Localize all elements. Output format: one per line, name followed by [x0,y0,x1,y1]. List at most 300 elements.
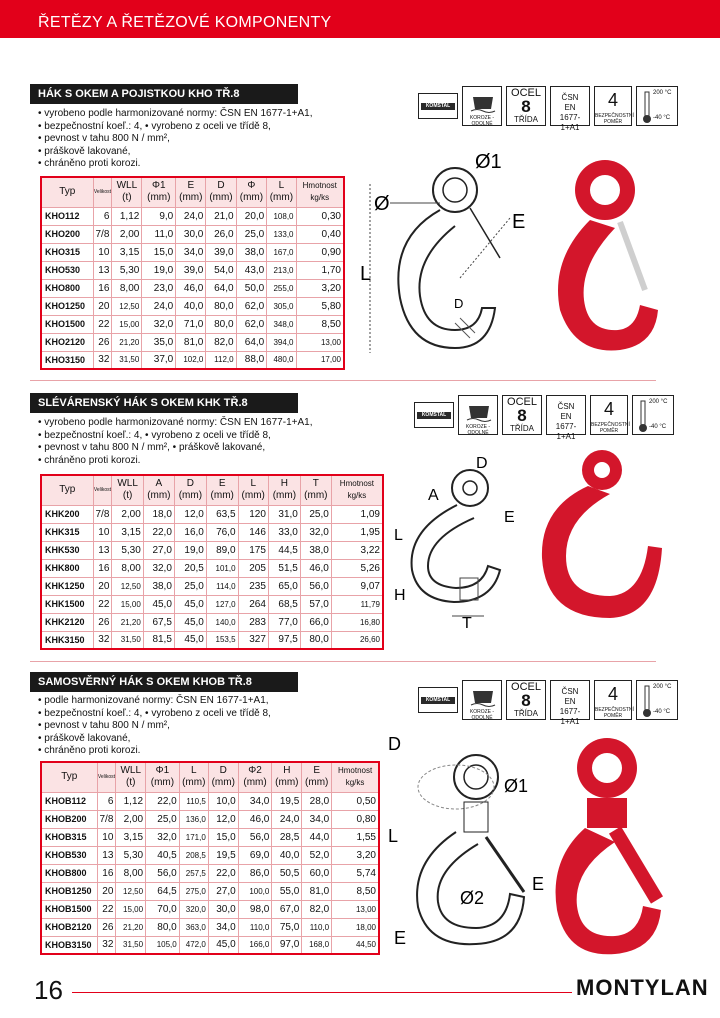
table-cell: 51,5 [268,559,300,577]
column-header: Velikost [93,177,112,207]
table-cell: 62,0 [236,297,267,315]
table-cell: 43,0 [236,261,267,279]
table-cell: 108,0 [267,207,296,225]
table-cell: 12,50 [116,882,146,900]
photo-khk-hook [530,448,670,628]
table-cell: 62,0 [236,315,267,333]
spec-table-kho [40,176,345,370]
table-cell: 82,0 [302,900,332,918]
table-cell: 110,0 [238,918,272,936]
table-cell: 45,0 [174,613,206,631]
table-cell: 70,0 [146,900,180,918]
table-row [41,613,383,631]
table-cell: 1,70 [296,261,344,279]
table-cell: 67,0 [272,900,302,918]
table-cell: 21,0 [206,207,236,225]
table-cell: 64,0 [236,333,267,351]
table-cell: 40,0 [272,846,302,864]
table-cell: KHOB3150 [41,936,97,954]
bullet: • práškově lakované, [38,145,131,157]
table-cell: 68,5 [268,595,300,613]
table-cell: 46,0 [238,810,272,828]
table-cell: 80,0 [206,315,236,333]
table-cell: KHK3150 [41,631,93,649]
table-cell: 32 [97,936,116,954]
table-row [41,936,379,954]
table-cell: 38,0 [236,243,267,261]
diagram-kho [360,148,530,358]
column-header: Φ2 (mm) [238,762,272,792]
table-cell: 16,80 [331,613,383,631]
table-cell: 56,0 [300,577,331,595]
table-cell: 5,30 [112,541,143,559]
table-cell: 171,0 [179,828,208,846]
table-cell: 167,0 [267,243,296,261]
bullets-kho [38,108,358,171]
table-cell: 19,0 [142,261,176,279]
column-header: Typ [41,762,97,792]
table-cell: 21,20 [116,918,146,936]
table-cell: 81,5 [143,631,174,649]
table-cell: KHO315 [41,243,93,261]
table-cell: 45,0 [174,595,206,613]
spec-table-khk [40,474,384,650]
table-cell: 12,0 [174,505,206,523]
table-cell: 7/8 [97,810,116,828]
table-cell: 13,00 [296,333,344,351]
table-row [41,505,383,523]
table-row [41,559,383,577]
table-cell: 18,0 [143,505,174,523]
column-header: Velikost [97,762,116,792]
table-cell: 24,0 [142,297,176,315]
table-cell: 168,0 [302,936,332,954]
table-cell: 3,15 [116,828,146,846]
table-cell: 24,0 [176,207,206,225]
table-cell: 34,0 [208,918,238,936]
column-header: E (mm) [176,177,206,207]
table-cell: KHK1250 [41,577,93,595]
table-cell: KHO2120 [41,333,93,351]
table-cell: 7/8 [93,225,112,243]
column-header: Typ [41,177,93,207]
table-cell: 67,5 [143,613,174,631]
table-cell: 80,0 [146,918,180,936]
table-row [41,882,379,900]
table-cell: 80,0 [300,631,331,649]
dim-label: Ø [374,193,390,215]
table-cell: 320,0 [179,900,208,918]
table-cell: 31,0 [268,505,300,523]
table-cell: 81,0 [176,333,206,351]
corrosion-icon: KOROZE - ODOLNÉ [462,86,502,126]
column-header: Hmotnost kg/ks [296,177,344,207]
table-row [41,792,379,810]
table-cell: 32,0 [146,828,180,846]
table-cell: 5,26 [331,559,383,577]
cert-strip-khk [414,395,676,441]
temperature-badge: 200 °C -40 °C [632,395,674,435]
table-cell: 21,20 [112,333,142,351]
table-cell: KHK2120 [41,613,93,631]
table-cell: 69,0 [238,846,272,864]
table-cell: 10 [93,243,112,261]
table-cell: 45,0 [174,631,206,649]
table-cell: 102,0 [176,351,206,369]
table-cell: 22 [97,900,116,918]
dim-label: E [532,874,545,894]
table-cell: 275,0 [179,882,208,900]
table-row [41,631,383,649]
table-cell: 20,5 [174,559,206,577]
dim-label: E [504,509,515,526]
column-header: D (mm) [208,762,238,792]
table-cell: KHOB315 [41,828,97,846]
table-cell: 71,0 [176,315,206,333]
column-header: E (mm) [302,762,332,792]
table-cell: 26 [93,613,112,631]
dim-label: L [394,527,403,544]
column-header: H (mm) [272,762,302,792]
table-cell: 327 [238,631,268,649]
table-cell: 12,0 [208,810,238,828]
table-cell: 98,0 [238,900,272,918]
table-cell: 60,0 [302,864,332,882]
table-cell: 175 [238,541,268,559]
table-cell: 5,80 [296,297,344,315]
table-cell: 8,00 [112,559,143,577]
safety-factor-badge: 4 BEZPEČNOSTNÍ POMĚR [594,86,632,126]
footer-line [72,992,572,993]
table-cell: KHK200 [41,505,93,523]
table-cell: 28,0 [302,792,332,810]
table-cell: 146 [238,523,268,541]
table-cell: 283 [238,613,268,631]
table-row [41,523,383,541]
table-cell: 50,0 [236,279,267,297]
table-cell: 39,0 [206,243,236,261]
table-row [41,333,344,351]
table-cell: 28,5 [272,828,302,846]
table-cell: 205 [238,559,268,577]
steel-grade-badge: OCEL 8 TŘÍDA [506,680,546,720]
norm-badge: ČSN EN 1677-1+A1 [546,395,586,435]
table-cell: 1,09 [331,505,383,523]
table-cell: 112,0 [206,351,236,369]
table-row [41,243,344,261]
table-cell: 20 [97,882,116,900]
table-cell: 3,22 [331,541,383,559]
safety-factor-badge: 4 BEZPEČNOSTNÍ POMĚR [594,680,632,720]
table-cell: 30,0 [208,900,238,918]
table-cell: 25,0 [236,225,267,243]
table-cell: KHOB2120 [41,918,97,936]
table-cell: KHO800 [41,279,93,297]
table-cell: 6 [93,207,112,225]
bullet: • chráněno proti korozi. [38,454,141,466]
page-title: ŘETĚZY A ŘETĚZOVÉ KOMPONENTY [38,14,332,31]
table-cell: 44,50 [332,936,379,954]
brand-logo: MONTYLAN [576,975,709,1000]
table-cell: KHK315 [41,523,93,541]
table-cell: 208,5 [179,846,208,864]
table-cell: 55,0 [272,882,302,900]
table-cell: 20 [93,577,112,595]
column-header: A (mm) [143,475,174,505]
table-cell: 15,0 [208,828,238,846]
table-cell: KHK1500 [41,595,93,613]
table-cell: 66,0 [300,613,331,631]
table-cell: 57,0 [300,595,331,613]
bullet: • vyrobeno podle harmonizované normy: ČSN EN 1677-1+A1, [38,108,313,119]
temperature-badge: 200 °C -40 °C [636,680,678,720]
dim-label: L [388,826,399,846]
table-row [41,225,344,243]
table-cell: 127,0 [206,595,238,613]
table-cell: 31,50 [112,351,142,369]
cert-strip-khob [418,680,680,726]
bullet: • chráněno proti korozi. [38,745,141,757]
bullet: • vyrobeno podle harmonizované normy: ČSN EN 1677-1+A1, [38,417,313,428]
table-cell: 27,0 [208,882,238,900]
table-row [41,864,379,882]
page-banner [0,0,720,38]
table-cell: 213,0 [267,261,296,279]
steel-grade-badge: OCEL 8 TŘÍDA [506,86,546,126]
bullet: • bezpečnostní koeľ.: 4, • vyrobeno z oceli ve třídě 8, [38,707,271,719]
bullet: • chráněno proti korozi. [38,158,141,170]
table-row [41,918,379,936]
table-cell: 82,0 [206,333,236,351]
column-header: Typ [41,475,93,505]
table-cell: 65,0 [268,577,300,595]
table-cell: 52,0 [302,846,332,864]
table-cell: 34,0 [238,792,272,810]
dim-label: D [388,734,401,754]
column-header: D (mm) [174,475,206,505]
table-cell: 31,50 [112,631,143,649]
table-cell: 46,0 [300,559,331,577]
table-cell: 23,0 [142,279,176,297]
table-cell: 46,0 [176,279,206,297]
table-cell: 9,07 [331,577,383,595]
corrosion-icon: KOROZE - ODOLNÉ [458,395,498,435]
table-cell: 32,0 [300,523,331,541]
table-cell: 32,0 [142,315,176,333]
table-cell: 10,0 [208,792,238,810]
table-cell: 18,00 [332,918,379,936]
page-number: 16 [34,975,63,1005]
table-row [41,315,344,333]
table-cell: 64,5 [146,882,180,900]
table-cell: 54,0 [206,261,236,279]
table-cell: 21,20 [112,613,143,631]
table-cell: 120 [238,505,268,523]
table-cell: 16 [97,864,116,882]
cert-strip-kho [418,86,680,132]
table-cell: 13 [93,261,112,279]
table-row [41,279,344,297]
table-cell: KHOB1500 [41,900,97,918]
table-cell: 25,0 [146,810,180,828]
table-cell: 25,0 [174,577,206,595]
table-cell: KHOB1250 [41,882,97,900]
table-cell: 81,0 [302,882,332,900]
column-header: L (mm) [267,177,296,207]
komstal-logo: KOMSTAL [418,687,458,713]
photo-kho-hook [540,150,670,360]
table-cell: 86,0 [238,864,272,882]
norm-badge: ČSN EN 1677-1+A1 [550,86,590,126]
column-header: WLL (t) [112,177,142,207]
dim-label: Ø2 [460,888,485,908]
komstal-logo: KOMSTAL [414,402,454,428]
table-cell: 2,00 [112,225,142,243]
table-cell: 20,0 [236,207,267,225]
bullets-khk [38,417,358,467]
dim-label: D [454,296,464,311]
table-cell: 13 [97,846,116,864]
table-cell: 5,30 [116,846,146,864]
table-cell: 77,0 [268,613,300,631]
table-cell: 472,0 [179,936,208,954]
table-cell: 305,0 [267,297,296,315]
table-cell: KHOB800 [41,864,97,882]
table-cell: 56,0 [238,828,272,846]
table-cell: 89,0 [206,541,238,559]
section-title-khob: SAMOSVĚRNÝ HÁK S OKEM KHOB TŘ.8 [30,672,298,692]
komstal-logo: KOMSTAL [418,93,458,119]
table-cell: 75,0 [272,918,302,936]
table-cell: 8,50 [332,882,379,900]
table-cell: KHOB530 [41,846,97,864]
table-cell: 3,20 [332,846,379,864]
section-divider [30,380,656,381]
table-cell: 97,0 [272,936,302,954]
table-cell: 12,50 [112,297,142,315]
table-cell: 0,80 [332,810,379,828]
column-header: Φ1 (mm) [142,177,176,207]
table-cell: 34,0 [176,243,206,261]
table-cell: 3,15 [112,243,142,261]
column-header: Velikost [93,475,112,505]
dim-label: L [360,263,372,285]
table-cell: KHO3150 [41,351,93,369]
table-cell: 15,00 [112,315,142,333]
bullet: • podle harmonizované normy: ČSN EN 1677-1+A1, [38,695,269,706]
table-cell: 255,0 [267,279,296,297]
table-cell: 8,00 [112,279,142,297]
temperature-badge: 200 °C -40 °C [636,86,678,126]
table-cell: 22,0 [208,864,238,882]
table-cell: KHO200 [41,225,93,243]
column-header: D (mm) [206,177,236,207]
table-row [41,900,379,918]
table-cell: 348,0 [267,315,296,333]
table-cell: 19,0 [174,541,206,559]
table-cell: KHO1250 [41,297,93,315]
table-cell: 394,0 [267,333,296,351]
table-cell: 7/8 [93,505,112,523]
diagram-khk [392,450,532,630]
table-cell: 257,5 [179,864,208,882]
table-cell: 40,0 [176,297,206,315]
table-cell: 34,0 [302,810,332,828]
dim-label: Ø1 [475,151,502,173]
section-title-khk: SLÉVÁRENSKÝ HÁK S OKEM KHK TŘ.8 [30,393,298,413]
table-cell: 1,55 [332,828,379,846]
table-cell: 19,5 [208,846,238,864]
table-cell: 235 [238,577,268,595]
table-cell: 110,0 [302,918,332,936]
spec-table-khob [40,761,380,955]
table-cell: 39,0 [176,261,206,279]
column-header: Hmotnost kg/ks [332,762,379,792]
dim-label: E [394,928,407,948]
table-cell: 15,00 [116,900,146,918]
table-cell: 24,0 [272,810,302,828]
table-row [41,541,383,559]
table-cell: 26,0 [206,225,236,243]
table-cell: 26 [97,918,116,936]
bullet: • práškově lakované, [38,732,131,744]
column-header: T (mm) [300,475,331,505]
steel-grade-badge: OCEL 8 TŘÍDA [502,395,542,435]
table-cell: 1,12 [116,792,146,810]
table-cell: 15,0 [142,243,176,261]
table-cell: 63,5 [206,505,238,523]
table-row [41,828,379,846]
table-row [41,261,344,279]
table-cell: 38,0 [143,577,174,595]
dim-label: D [476,455,488,472]
table-cell: 5,74 [332,864,379,882]
photo-khob-hook [545,730,675,960]
corrosion-icon: KOROZE - ODOLNÉ [462,680,502,720]
table-cell: 0,30 [296,207,344,225]
table-cell: 88,0 [236,351,267,369]
dim-label: A [428,487,439,504]
table-cell: 22 [93,595,112,613]
table-cell: 10 [93,523,112,541]
table-cell: 32,0 [143,559,174,577]
table-cell: 1,12 [112,207,142,225]
table-cell: 33,0 [268,523,300,541]
column-header: E (mm) [206,475,238,505]
bullet: • bezpečnostní koeľ.: 4, • vyrobeno z oceli ve třídě 8, [38,120,271,132]
table-cell: 9,0 [142,207,176,225]
table-cell: 140,0 [206,613,238,631]
table-cell: KHO530 [41,261,93,279]
table-cell: 30,0 [176,225,206,243]
table-cell: 6 [97,792,116,810]
bullet: • pevnost v tahu 800 N / mm², [38,133,170,145]
table-cell: 22 [93,315,112,333]
table-cell: 45,0 [208,936,238,954]
norm-badge: ČSN EN 1677-1+A1 [550,680,590,720]
table-row [41,207,344,225]
table-cell: 8,50 [296,315,344,333]
table-cell: 27,0 [143,541,174,559]
table-cell: 26 [93,333,112,351]
bullet: • pevnost v tahu 800 N / mm², [38,720,170,732]
table-cell: 76,0 [206,523,238,541]
table-cell: 32 [93,631,112,649]
section-title-kho: HÁK S OKEM A POJISTKOU KHO TŘ.8 [30,84,298,104]
table-row [41,297,344,315]
table-cell: 44,5 [268,541,300,559]
column-header: L (mm) [179,762,208,792]
